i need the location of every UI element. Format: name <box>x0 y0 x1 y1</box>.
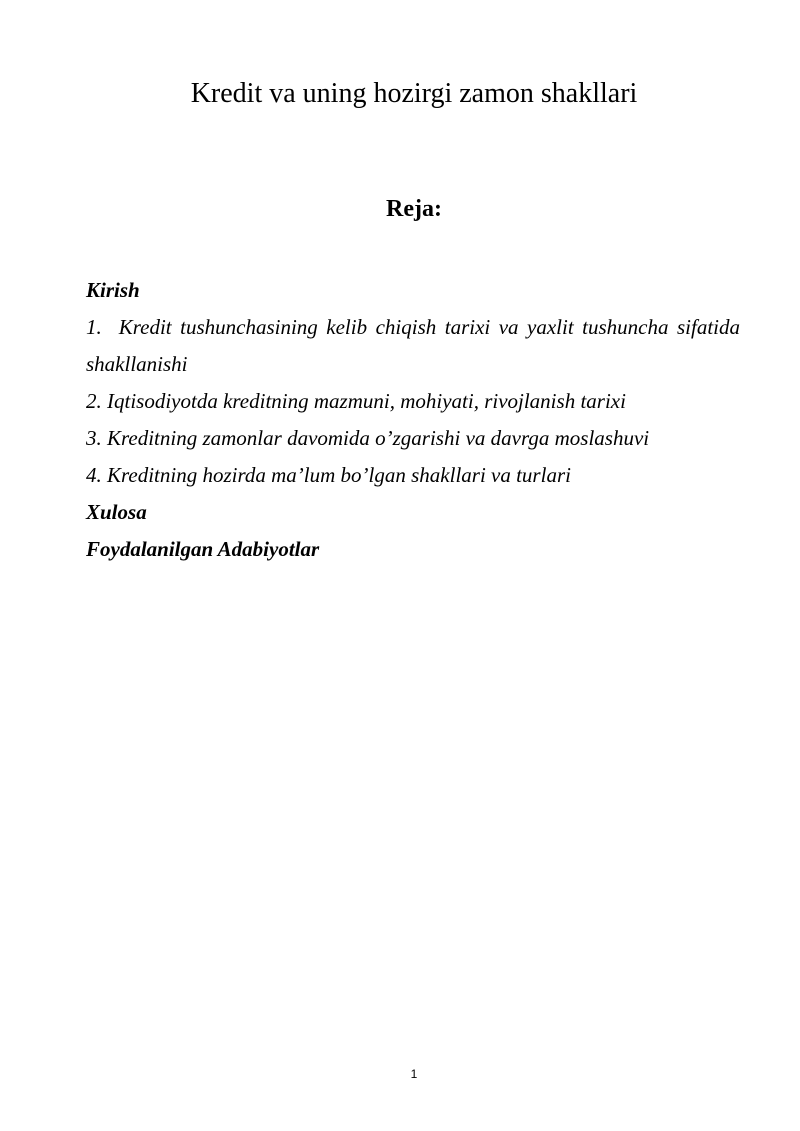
plan-item-number: 3. <box>86 426 102 450</box>
plan-item-intro: Kirish <box>86 278 140 302</box>
plan-heading: Reja: <box>386 196 442 222</box>
plan-item-text: Kredit tushunchasining kelib chiqish tarixi va yaxlit tushuncha sifatida shakllanishi <box>86 315 740 376</box>
plan-item-text: Kreditning hozirda ma’lum bo’lgan shakllari va turlari <box>107 463 571 487</box>
plan-item-2 <box>86 383 740 420</box>
plan-item-conclusion: Xulosa <box>86 500 147 524</box>
plan-item-text: Iqtisodiyotda kreditning mazmuni, mohiyati, rivojlanish tarixi <box>107 389 626 413</box>
plan-item-3 <box>86 420 740 457</box>
plan-item-number: 2. <box>86 389 102 413</box>
plan-item-number: 4. <box>86 463 102 487</box>
page-number: 1 <box>410 1067 418 1081</box>
plan-item-4 <box>86 457 740 494</box>
plan-list <box>86 272 740 568</box>
plan-item-1 <box>86 309 740 383</box>
plan-item-references: Foydalanilgan Adabiyotlar <box>86 537 320 561</box>
plan-item-number: 1. <box>86 315 102 339</box>
plan-item-text: Kreditning zamonlar davomida o’zgarishi va davrga moslashuvi <box>107 426 650 450</box>
document-title: Kredit va uning hozirgi zamon shakllari <box>190 78 638 109</box>
